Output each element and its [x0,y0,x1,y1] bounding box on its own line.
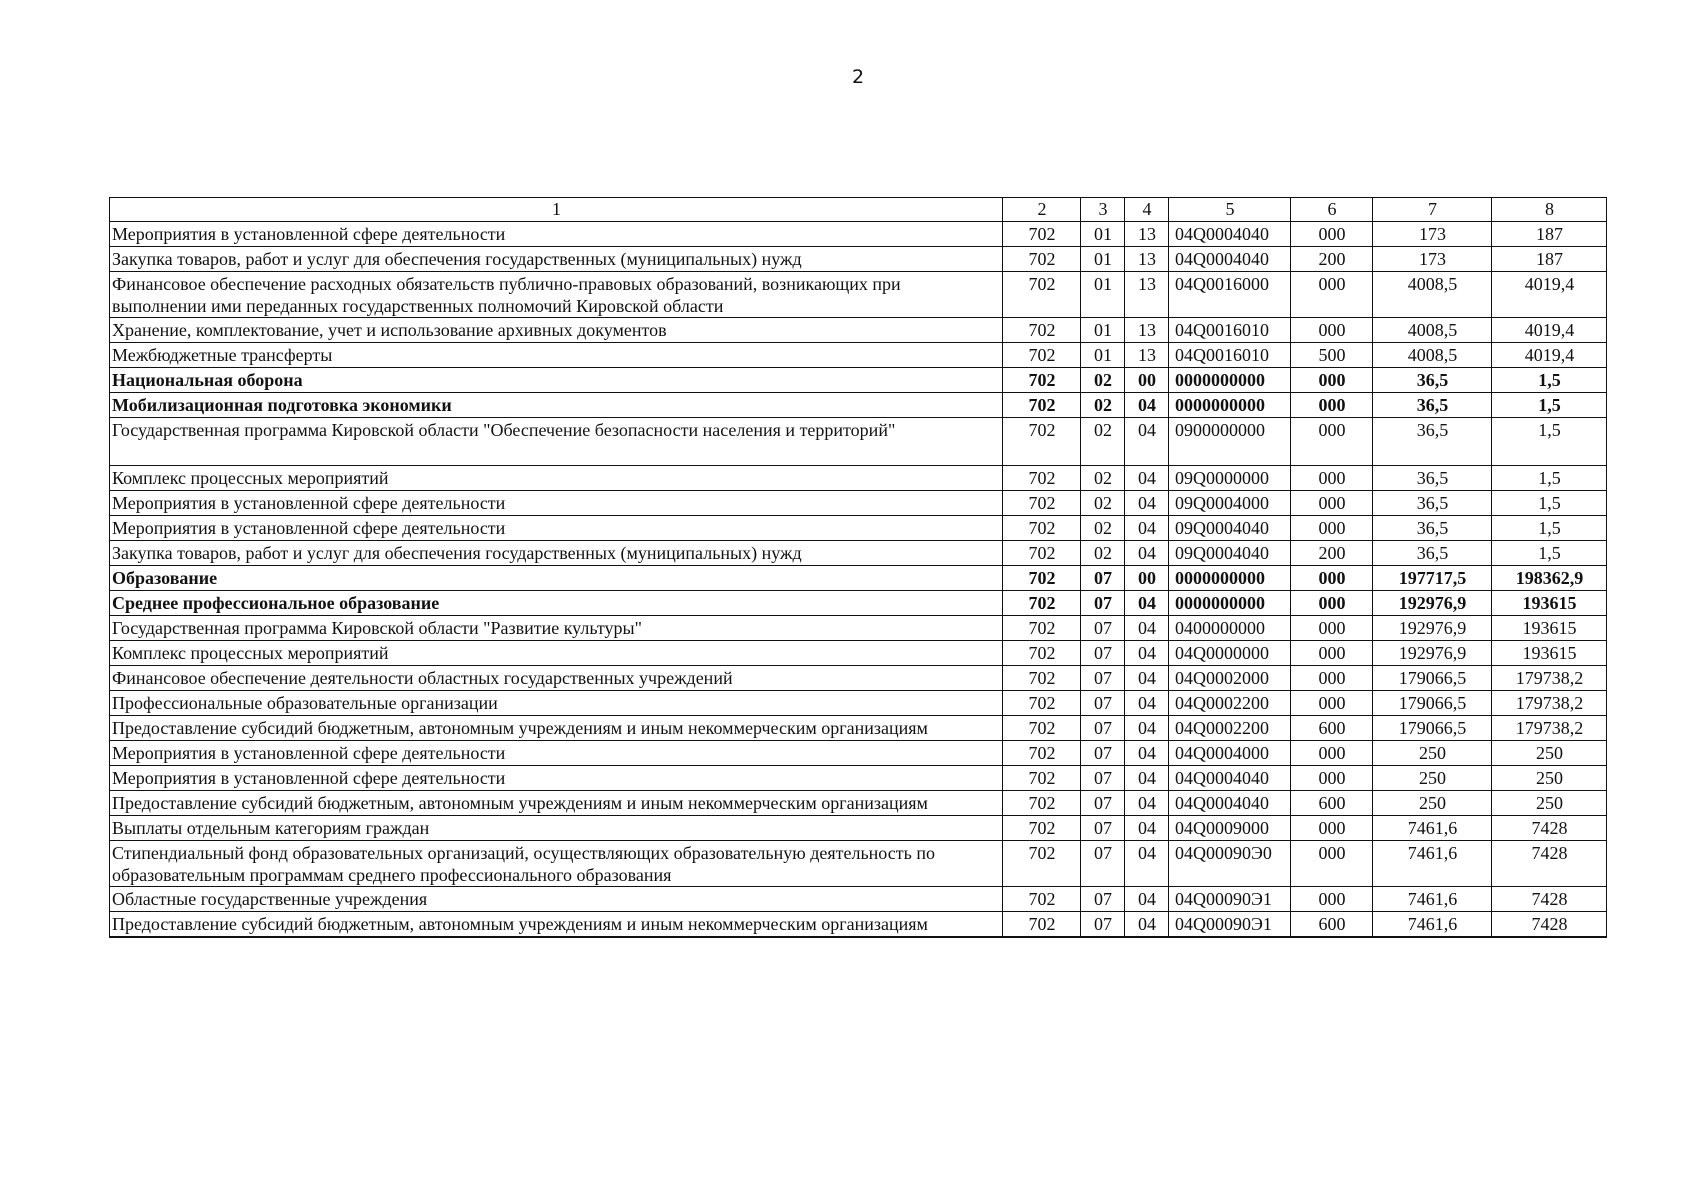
expense-type-cell: 000 [1291,516,1373,541]
expense-name-cell: Национальная оборона [110,368,1003,393]
amount-year-1-cell: 179066,5 [1373,691,1492,716]
target-article-cell: 04Q0016010 [1169,318,1291,343]
department-code-cell: 702 [1003,516,1081,541]
amount-year-1-cell: 36,5 [1373,466,1492,491]
amount-year-1-cell: 36,5 [1373,491,1492,516]
amount-year-1-cell: 36,5 [1373,393,1492,418]
expense-name-cell: Профессиональные образовательные организации [110,691,1003,716]
section-code-cell: 07 [1081,641,1125,666]
table-row [110,591,1607,616]
section-code-cell: 01 [1081,222,1125,247]
department-code-cell: 702 [1003,616,1081,641]
amount-year-2-cell: 179738,2 [1492,666,1607,691]
section-code-cell: 07 [1081,666,1125,691]
department-code-cell: 702 [1003,912,1081,938]
amount-year-1-cell: 36,5 [1373,516,1492,541]
section-code-cell: 07 [1081,591,1125,616]
target-article-cell: 0000000000 [1169,566,1291,591]
subsection-code-cell: 04 [1125,691,1169,716]
amount-year-1-cell: 179066,5 [1373,666,1492,691]
expense-type-cell: 000 [1291,641,1373,666]
expense-type-cell: 000 [1291,491,1373,516]
amount-year-1-cell: 7461,6 [1373,912,1492,938]
budget-table [109,197,1607,938]
expense-name-cell: Государственная программа Кировской области "Обеспечение безопасности населения и территорий" [110,418,1003,466]
target-article-cell: 04Q0002200 [1169,691,1291,716]
amount-year-2-cell: 187 [1492,247,1607,272]
expense-name-cell: Мероприятия в установленной сфере деятельности [110,766,1003,791]
department-code-cell: 702 [1003,791,1081,816]
expense-name-cell: Государственная программа Кировской области "Развитие культуры" [110,616,1003,641]
department-code-cell: 702 [1003,741,1081,766]
expense-name-cell: Финансовое обеспечение деятельности областных государственных учреждений [110,666,1003,691]
expense-type-cell: 000 [1291,566,1373,591]
table-row [110,491,1607,516]
expense-type-cell: 000 [1291,616,1373,641]
table-row [110,912,1607,938]
table-row [110,887,1607,912]
amount-year-2-cell: 1,5 [1492,491,1607,516]
department-code-cell: 702 [1003,841,1081,887]
amount-year-2-cell: 179738,2 [1492,716,1607,741]
amount-year-1-cell: 4008,5 [1373,343,1492,368]
subsection-code-cell: 13 [1125,318,1169,343]
department-code-cell: 702 [1003,222,1081,247]
section-code-cell: 01 [1081,343,1125,368]
amount-year-1-cell: 7461,6 [1373,841,1492,887]
amount-year-1-cell: 173 [1373,247,1492,272]
amount-year-1-cell: 197717,5 [1373,566,1492,591]
expense-name-cell: Образование [110,566,1003,591]
table-row [110,566,1607,591]
amount-year-2-cell: 4019,4 [1492,318,1607,343]
subsection-code-cell: 04 [1125,616,1169,641]
table-row [110,716,1607,741]
section-code-cell: 02 [1081,466,1125,491]
amount-year-2-cell: 4019,4 [1492,343,1607,368]
amount-year-2-cell: 187 [1492,222,1607,247]
expense-type-cell: 600 [1291,791,1373,816]
expense-name-cell: Хранение, комплектование, учет и использование архивных документов [110,318,1003,343]
table-row [110,247,1607,272]
target-article-cell: 04Q0016000 [1169,272,1291,318]
subsection-code-cell: 04 [1125,541,1169,566]
subsection-code-cell: 04 [1125,491,1169,516]
table-row [110,616,1607,641]
section-code-cell: 02 [1081,516,1125,541]
column-header: 4 [1125,198,1169,222]
subsection-code-cell: 04 [1125,912,1169,938]
expense-name-cell: Финансовое обеспечение расходных обязательств публично-правовых образований, возникающих при выполнении ими переданных государственных полномочий Кировской области [110,272,1003,318]
expense-name-cell: Закупка товаров, работ и услуг для обеспечения государственных (муниципальных) нужд [110,247,1003,272]
subsection-code-cell: 00 [1125,368,1169,393]
amount-year-2-cell: 250 [1492,791,1607,816]
table-row [110,418,1607,466]
amount-year-2-cell: 250 [1492,766,1607,791]
amount-year-2-cell: 7428 [1492,841,1607,887]
section-code-cell: 07 [1081,887,1125,912]
department-code-cell: 702 [1003,393,1081,418]
section-code-cell: 07 [1081,691,1125,716]
subsection-code-cell: 13 [1125,247,1169,272]
amount-year-1-cell: 36,5 [1373,368,1492,393]
subsection-code-cell: 13 [1125,343,1169,368]
column-header: 1 [110,198,1003,222]
expense-type-cell: 600 [1291,716,1373,741]
section-code-cell: 01 [1081,318,1125,343]
department-code-cell: 702 [1003,466,1081,491]
table-row [110,741,1607,766]
column-number-row [110,198,1607,222]
amount-year-2-cell: 1,5 [1492,418,1607,466]
subsection-code-cell: 04 [1125,418,1169,466]
section-code-cell: 07 [1081,816,1125,841]
target-article-cell: 0400000000 [1169,616,1291,641]
amount-year-2-cell: 4019,4 [1492,272,1607,318]
amount-year-1-cell: 7461,6 [1373,887,1492,912]
expense-name-cell: Комплекс процессных мероприятий [110,466,1003,491]
expense-type-cell: 500 [1291,343,1373,368]
page-number: 2 [851,66,865,88]
table-row [110,272,1607,318]
expense-type-cell: 000 [1291,666,1373,691]
department-code-cell: 702 [1003,816,1081,841]
table-row [110,368,1607,393]
department-code-cell: 702 [1003,368,1081,393]
section-code-cell: 07 [1081,766,1125,791]
expense-name-cell: Стипендиальный фонд образовательных организаций, осуществляющих образовательную деятельность по образовательным программам среднего профессионального образования [110,841,1003,887]
amount-year-2-cell: 193615 [1492,591,1607,616]
expense-name-cell: Комплекс процессных мероприятий [110,641,1003,666]
table-row [110,841,1607,887]
column-header: 5 [1169,198,1291,222]
table-row [110,816,1607,841]
amount-year-1-cell: 4008,5 [1373,318,1492,343]
section-code-cell: 01 [1081,247,1125,272]
subsection-code-cell: 04 [1125,841,1169,887]
table-row [110,466,1607,491]
table-row [110,766,1607,791]
expense-type-cell: 000 [1291,318,1373,343]
section-code-cell: 07 [1081,716,1125,741]
expense-type-cell: 200 [1291,247,1373,272]
amount-year-1-cell: 192976,9 [1373,616,1492,641]
department-code-cell: 702 [1003,343,1081,368]
expense-name-cell: Среднее профессиональное образование [110,591,1003,616]
subsection-code-cell: 04 [1125,516,1169,541]
expense-name-cell: Мобилизационная подготовка экономики [110,393,1003,418]
target-article-cell: 04Q0002000 [1169,666,1291,691]
target-article-cell: 04Q0004040 [1169,766,1291,791]
department-code-cell: 702 [1003,887,1081,912]
section-code-cell: 02 [1081,393,1125,418]
target-article-cell: 09Q0004040 [1169,516,1291,541]
expense-type-cell: 000 [1291,887,1373,912]
amount-year-2-cell: 1,5 [1492,393,1607,418]
table-row [110,516,1607,541]
target-article-cell: 04Q0009000 [1169,816,1291,841]
amount-year-2-cell: 7428 [1492,912,1607,938]
expense-name-cell: Предоставление субсидий бюджетным, автономным учреждениям и иным некоммерческим организациям [110,791,1003,816]
subsection-code-cell: 13 [1125,272,1169,318]
department-code-cell: 702 [1003,591,1081,616]
column-header: 3 [1081,198,1125,222]
amount-year-1-cell: 36,5 [1373,541,1492,566]
amount-year-2-cell: 1,5 [1492,466,1607,491]
department-code-cell: 702 [1003,491,1081,516]
target-article-cell: 04Q0016010 [1169,343,1291,368]
expense-type-cell: 000 [1291,816,1373,841]
expense-name-cell: Мероприятия в установленной сфере деятельности [110,741,1003,766]
expense-name-cell: Мероприятия в установленной сфере деятельности [110,516,1003,541]
amount-year-2-cell: 1,5 [1492,541,1607,566]
amount-year-2-cell: 7428 [1492,887,1607,912]
amount-year-1-cell: 250 [1373,741,1492,766]
expense-type-cell: 000 [1291,591,1373,616]
section-code-cell: 02 [1081,491,1125,516]
subsection-code-cell: 04 [1125,591,1169,616]
amount-year-1-cell: 36,5 [1373,418,1492,466]
department-code-cell: 702 [1003,666,1081,691]
department-code-cell: 702 [1003,272,1081,318]
amount-year-2-cell: 193615 [1492,616,1607,641]
subsection-code-cell: 04 [1125,791,1169,816]
department-code-cell: 702 [1003,716,1081,741]
amount-year-1-cell: 179066,5 [1373,716,1492,741]
target-article-cell: 09Q0004040 [1169,541,1291,566]
target-article-cell: 04Q00090Э1 [1169,912,1291,938]
target-article-cell: 04Q0002200 [1169,716,1291,741]
subsection-code-cell: 13 [1125,222,1169,247]
amount-year-1-cell: 192976,9 [1373,641,1492,666]
target-article-cell: 0000000000 [1169,368,1291,393]
target-article-cell: 0000000000 [1169,393,1291,418]
expense-type-cell: 000 [1291,691,1373,716]
target-article-cell: 0900000000 [1169,418,1291,466]
department-code-cell: 702 [1003,566,1081,591]
amount-year-1-cell: 7461,6 [1373,816,1492,841]
column-header: 2 [1003,198,1081,222]
section-code-cell: 07 [1081,566,1125,591]
column-header: 8 [1492,198,1607,222]
expense-type-cell: 000 [1291,393,1373,418]
department-code-cell: 702 [1003,541,1081,566]
subsection-code-cell: 04 [1125,741,1169,766]
expense-type-cell: 200 [1291,541,1373,566]
expense-name-cell: Мероприятия в установленной сфере деятельности [110,491,1003,516]
expense-type-cell: 000 [1291,272,1373,318]
expense-type-cell: 000 [1291,741,1373,766]
expense-name-cell: Межбюджетные трансферты [110,343,1003,368]
target-article-cell: 09Q0004000 [1169,491,1291,516]
subsection-code-cell: 04 [1125,641,1169,666]
expense-type-cell: 000 [1291,222,1373,247]
expense-type-cell: 000 [1291,766,1373,791]
section-code-cell: 07 [1081,791,1125,816]
target-article-cell: 09Q0000000 [1169,466,1291,491]
table-row [110,791,1607,816]
amount-year-1-cell: 250 [1373,791,1492,816]
section-code-cell: 07 [1081,841,1125,887]
amount-year-1-cell: 4008,5 [1373,272,1492,318]
subsection-code-cell: 04 [1125,816,1169,841]
department-code-cell: 702 [1003,691,1081,716]
amount-year-2-cell: 250 [1492,741,1607,766]
target-article-cell: 04Q0004040 [1169,791,1291,816]
expense-name-cell: Предоставление субсидий бюджетным, автономным учреждениям и иным некоммерческим организациям [110,912,1003,938]
amount-year-1-cell: 250 [1373,766,1492,791]
amount-year-2-cell: 179738,2 [1492,691,1607,716]
section-code-cell: 07 [1081,912,1125,938]
expense-name-cell: Закупка товаров, работ и услуг для обеспечения государственных (муниципальных) нужд [110,541,1003,566]
target-article-cell: 04Q00090Э0 [1169,841,1291,887]
target-article-cell: 04Q0000000 [1169,641,1291,666]
subsection-code-cell: 04 [1125,466,1169,491]
subsection-code-cell: 04 [1125,393,1169,418]
expense-type-cell: 000 [1291,368,1373,393]
column-header: 6 [1291,198,1373,222]
table-row [110,541,1607,566]
target-article-cell: 04Q0004000 [1169,741,1291,766]
subsection-code-cell: 04 [1125,666,1169,691]
expense-name-cell: Областные государственные учреждения [110,887,1003,912]
section-code-cell: 02 [1081,368,1125,393]
target-article-cell: 04Q0004040 [1169,247,1291,272]
subsection-code-cell: 04 [1125,716,1169,741]
table-row [110,222,1607,247]
target-article-cell: 04Q00090Э1 [1169,887,1291,912]
table-row [110,318,1607,343]
section-code-cell: 07 [1081,741,1125,766]
table-row [110,641,1607,666]
section-code-cell: 02 [1081,418,1125,466]
column-header: 7 [1373,198,1492,222]
expense-type-cell: 000 [1291,466,1373,491]
expense-name-cell: Мероприятия в установленной сфере деятельности [110,222,1003,247]
amount-year-2-cell: 7428 [1492,816,1607,841]
table-row [110,343,1607,368]
table-body [110,222,1607,938]
subsection-code-cell: 00 [1125,566,1169,591]
department-code-cell: 702 [1003,418,1081,466]
department-code-cell: 702 [1003,641,1081,666]
section-code-cell: 07 [1081,616,1125,641]
target-article-cell: 0000000000 [1169,591,1291,616]
subsection-code-cell: 04 [1125,766,1169,791]
expense-name-cell: Предоставление субсидий бюджетным, автономным учреждениям и иным некоммерческим организациям [110,716,1003,741]
subsection-code-cell: 04 [1125,887,1169,912]
amount-year-2-cell: 1,5 [1492,368,1607,393]
amount-year-2-cell: 193615 [1492,641,1607,666]
table-row [110,666,1607,691]
target-article-cell: 04Q0004040 [1169,222,1291,247]
department-code-cell: 702 [1003,766,1081,791]
amount-year-1-cell: 173 [1373,222,1492,247]
table-row [110,393,1607,418]
section-code-cell: 02 [1081,541,1125,566]
amount-year-2-cell: 198362,9 [1492,566,1607,591]
expense-type-cell: 600 [1291,912,1373,938]
expense-type-cell: 000 [1291,841,1373,887]
amount-year-1-cell: 192976,9 [1373,591,1492,616]
expense-name-cell: Выплаты отдельным категориям граждан [110,816,1003,841]
expense-type-cell: 000 [1291,418,1373,466]
amount-year-2-cell: 1,5 [1492,516,1607,541]
department-code-cell: 702 [1003,247,1081,272]
department-code-cell: 702 [1003,318,1081,343]
section-code-cell: 01 [1081,272,1125,318]
table-row [110,691,1607,716]
